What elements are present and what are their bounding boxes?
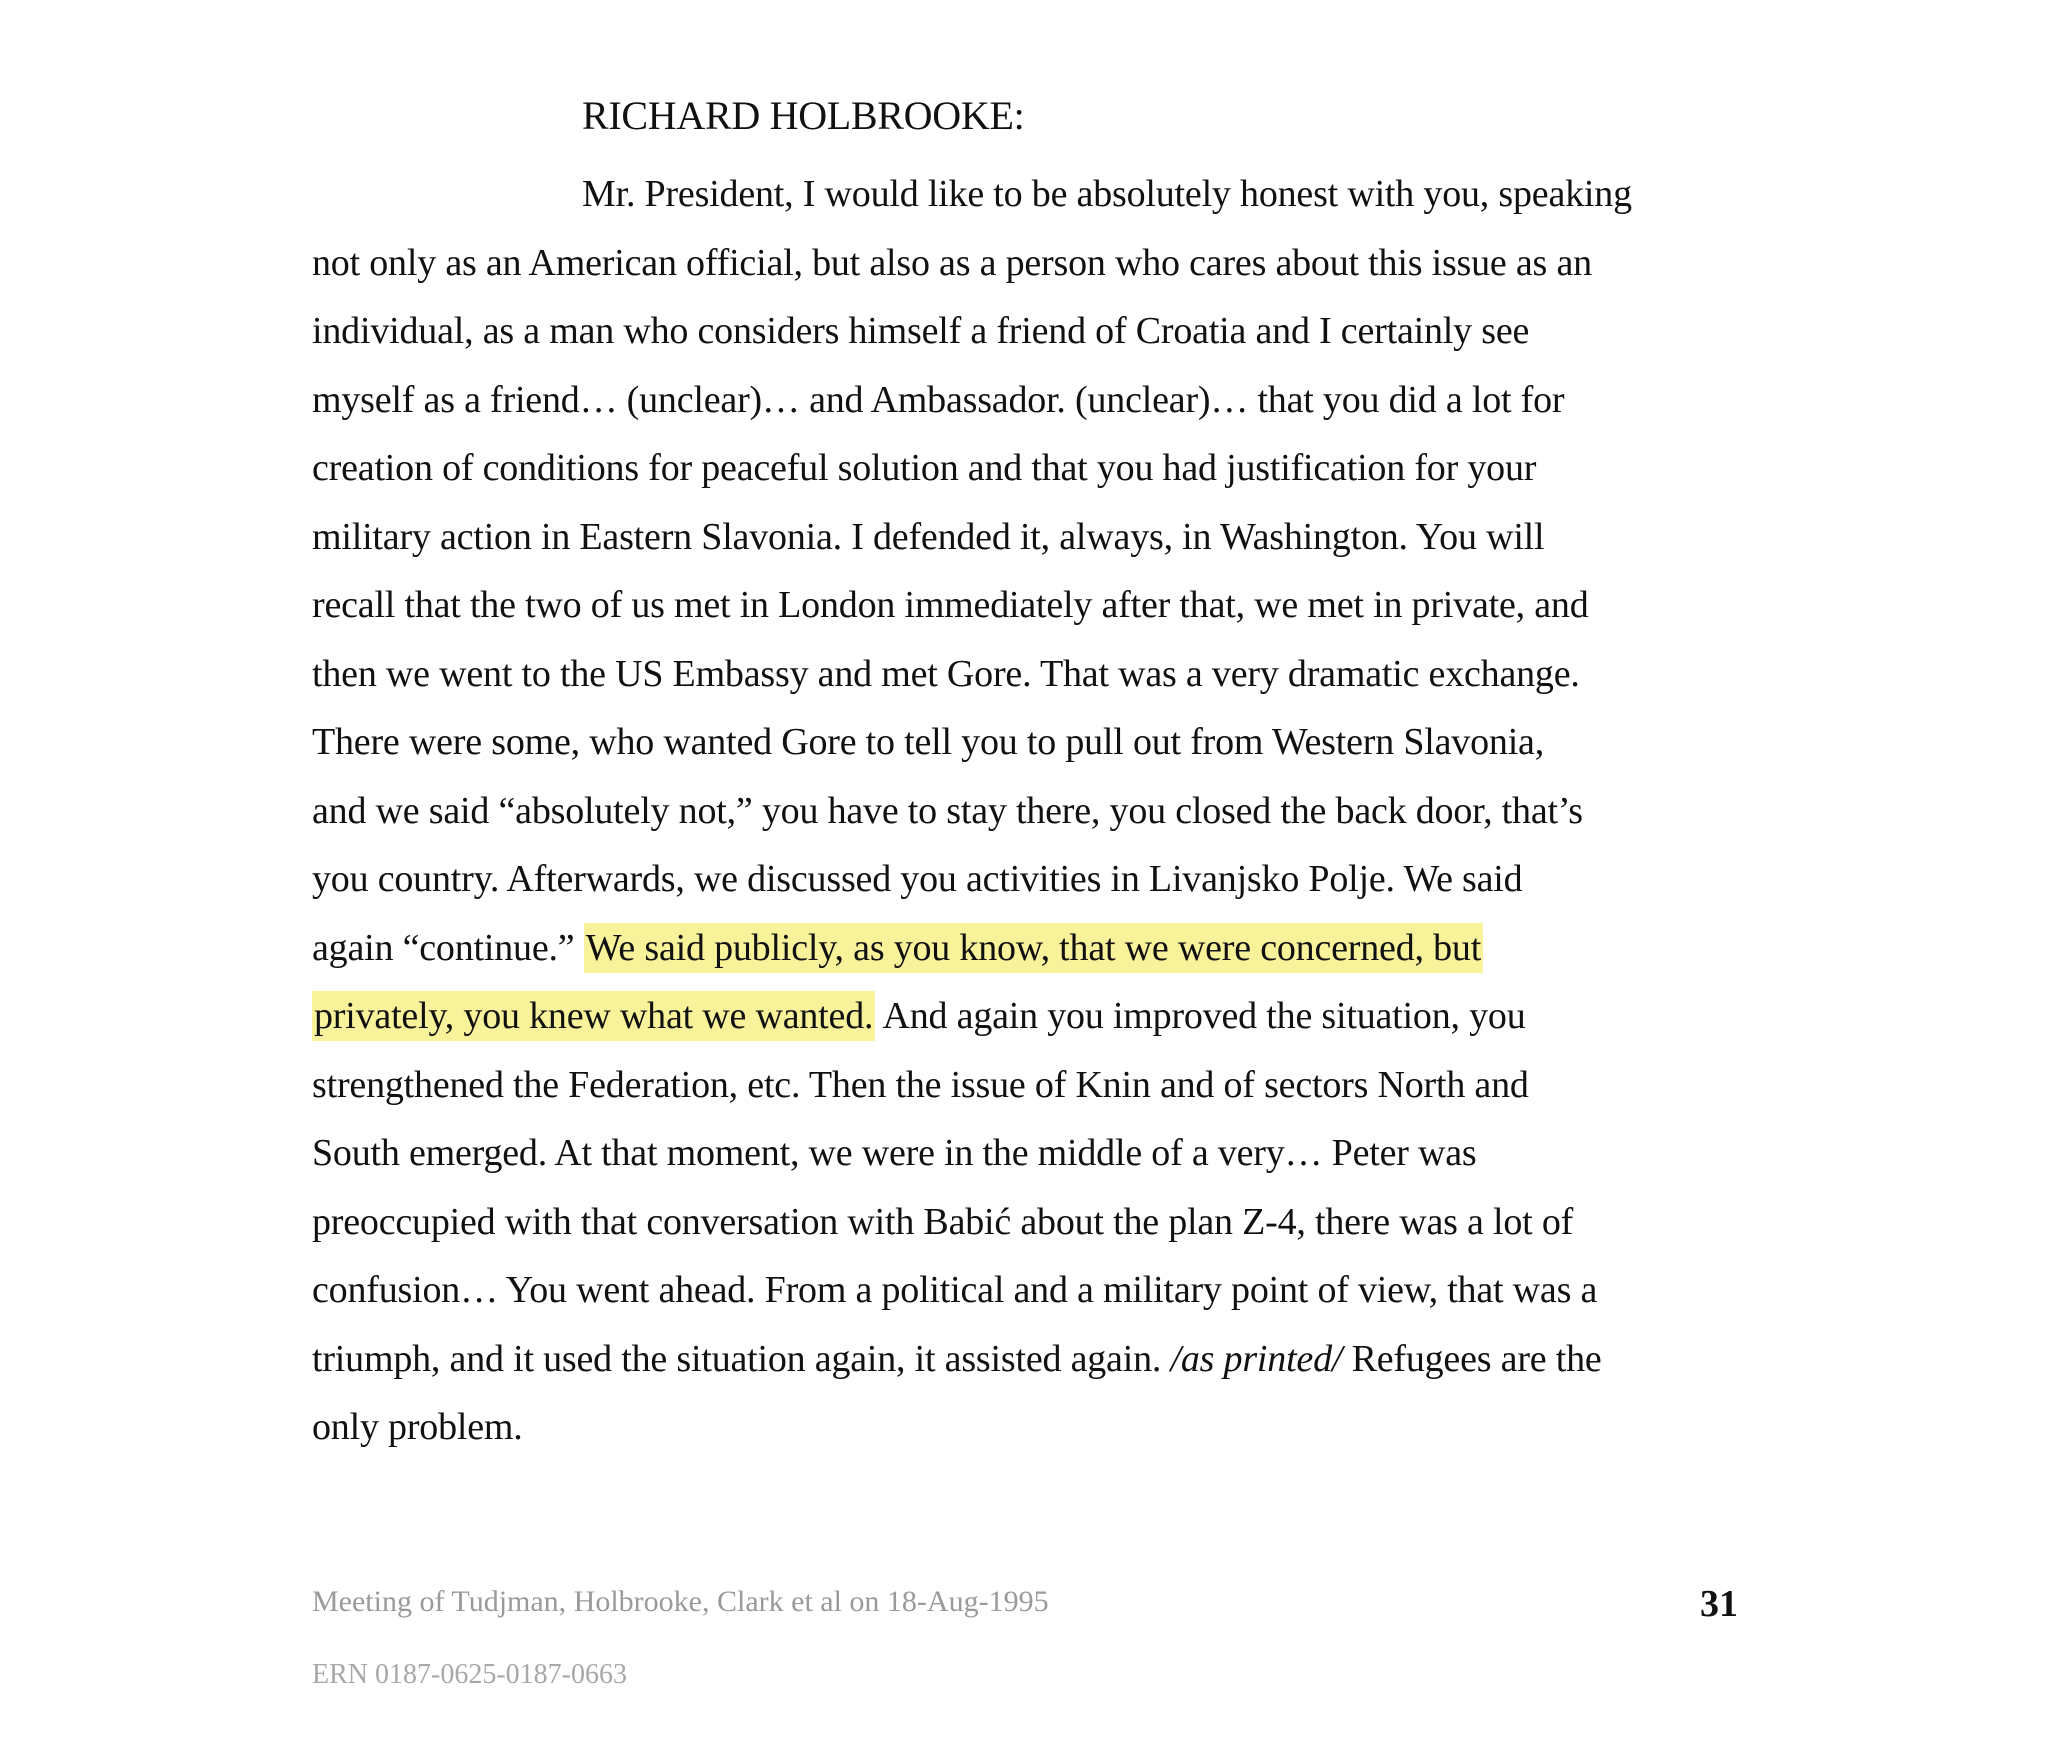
speaker-heading: RICHARD HOLBROOKE: bbox=[582, 93, 1025, 138]
paragraph-line: strengthened the Federation, etc. Then the issue of Knin and of sectors North and bbox=[312, 1063, 1529, 1106]
highlighted-text: We said publicly, as you know, that we were concerned, but bbox=[584, 923, 1483, 973]
paragraph-line: myself as a friend… (unclear)… and Ambassador. (unclear)… that you did a lot for bbox=[312, 378, 1565, 421]
highlighted-text: privately, you knew what we wanted. bbox=[312, 991, 875, 1041]
plain-text: triumph, and it used the situation again, it assisted again. bbox=[312, 1337, 1171, 1380]
paragraph-line bbox=[312, 914, 1772, 983]
paragraph-line bbox=[312, 982, 1772, 1051]
footer-caption: Meeting of Tudjman, Holbrooke, Clark et al on 18-Aug-1995 bbox=[312, 1585, 1049, 1618]
paragraph-line: There were some, who wanted Gore to tell you to pull out from Western Slavonia, bbox=[312, 721, 1545, 763]
paragraph-line bbox=[312, 1325, 1772, 1394]
paragraph-line: only problem. bbox=[312, 1406, 523, 1448]
speech-paragraph bbox=[312, 160, 1772, 1462]
paragraph-line: you country. Afterwards, we discussed you activities in Livanjsko Polje. We said bbox=[312, 858, 1523, 900]
paragraph-line: and we said “absolutely not,” you have to stay there, you closed the back door, that’s bbox=[312, 789, 1583, 832]
paragraph-line: preoccupied with that conversation with Babić about the plan Z-4, there was a lot of bbox=[312, 1200, 1574, 1243]
paragraph-line: confusion… You went ahead. From a political and a military point of view, that was a bbox=[312, 1269, 1598, 1311]
editorial-note: /as printed/ bbox=[1170, 1337, 1343, 1380]
plain-text: And again you improved the situation, you bbox=[875, 995, 1526, 1037]
paragraph-line: Mr. President, I would like to be absolutely honest with you, speaking bbox=[582, 173, 1632, 215]
plain-text: again “continue.” bbox=[312, 926, 584, 969]
paragraph-line: then we went to the US Embassy and met Gore. That was a very dramatic exchange. bbox=[312, 652, 1580, 695]
plain-text: Refugees are the bbox=[1342, 1337, 1602, 1380]
paragraph-line: military action in Eastern Slavonia. I defended it, always, in Washington. You will bbox=[312, 515, 1545, 558]
paragraph-line: not only as an American official, but also as a person who cares about this issue as an bbox=[312, 241, 1592, 284]
paragraph-line: recall that the two of us met in London immediately after that, we met in private, and bbox=[312, 584, 1589, 626]
paragraph-line: South emerged. At that moment, we were in the middle of a very… Peter was bbox=[312, 1132, 1477, 1174]
paragraph-line: creation of conditions for peaceful solution and that you had justification for your bbox=[312, 447, 1537, 489]
page-number: 31 bbox=[1700, 1583, 1738, 1625]
ern-reference: ERN 0187-0625-0187-0663 bbox=[312, 1659, 627, 1690]
paragraph-line: individual, as a man who considers himself a friend of Croatia and I certainly see bbox=[312, 310, 1530, 352]
